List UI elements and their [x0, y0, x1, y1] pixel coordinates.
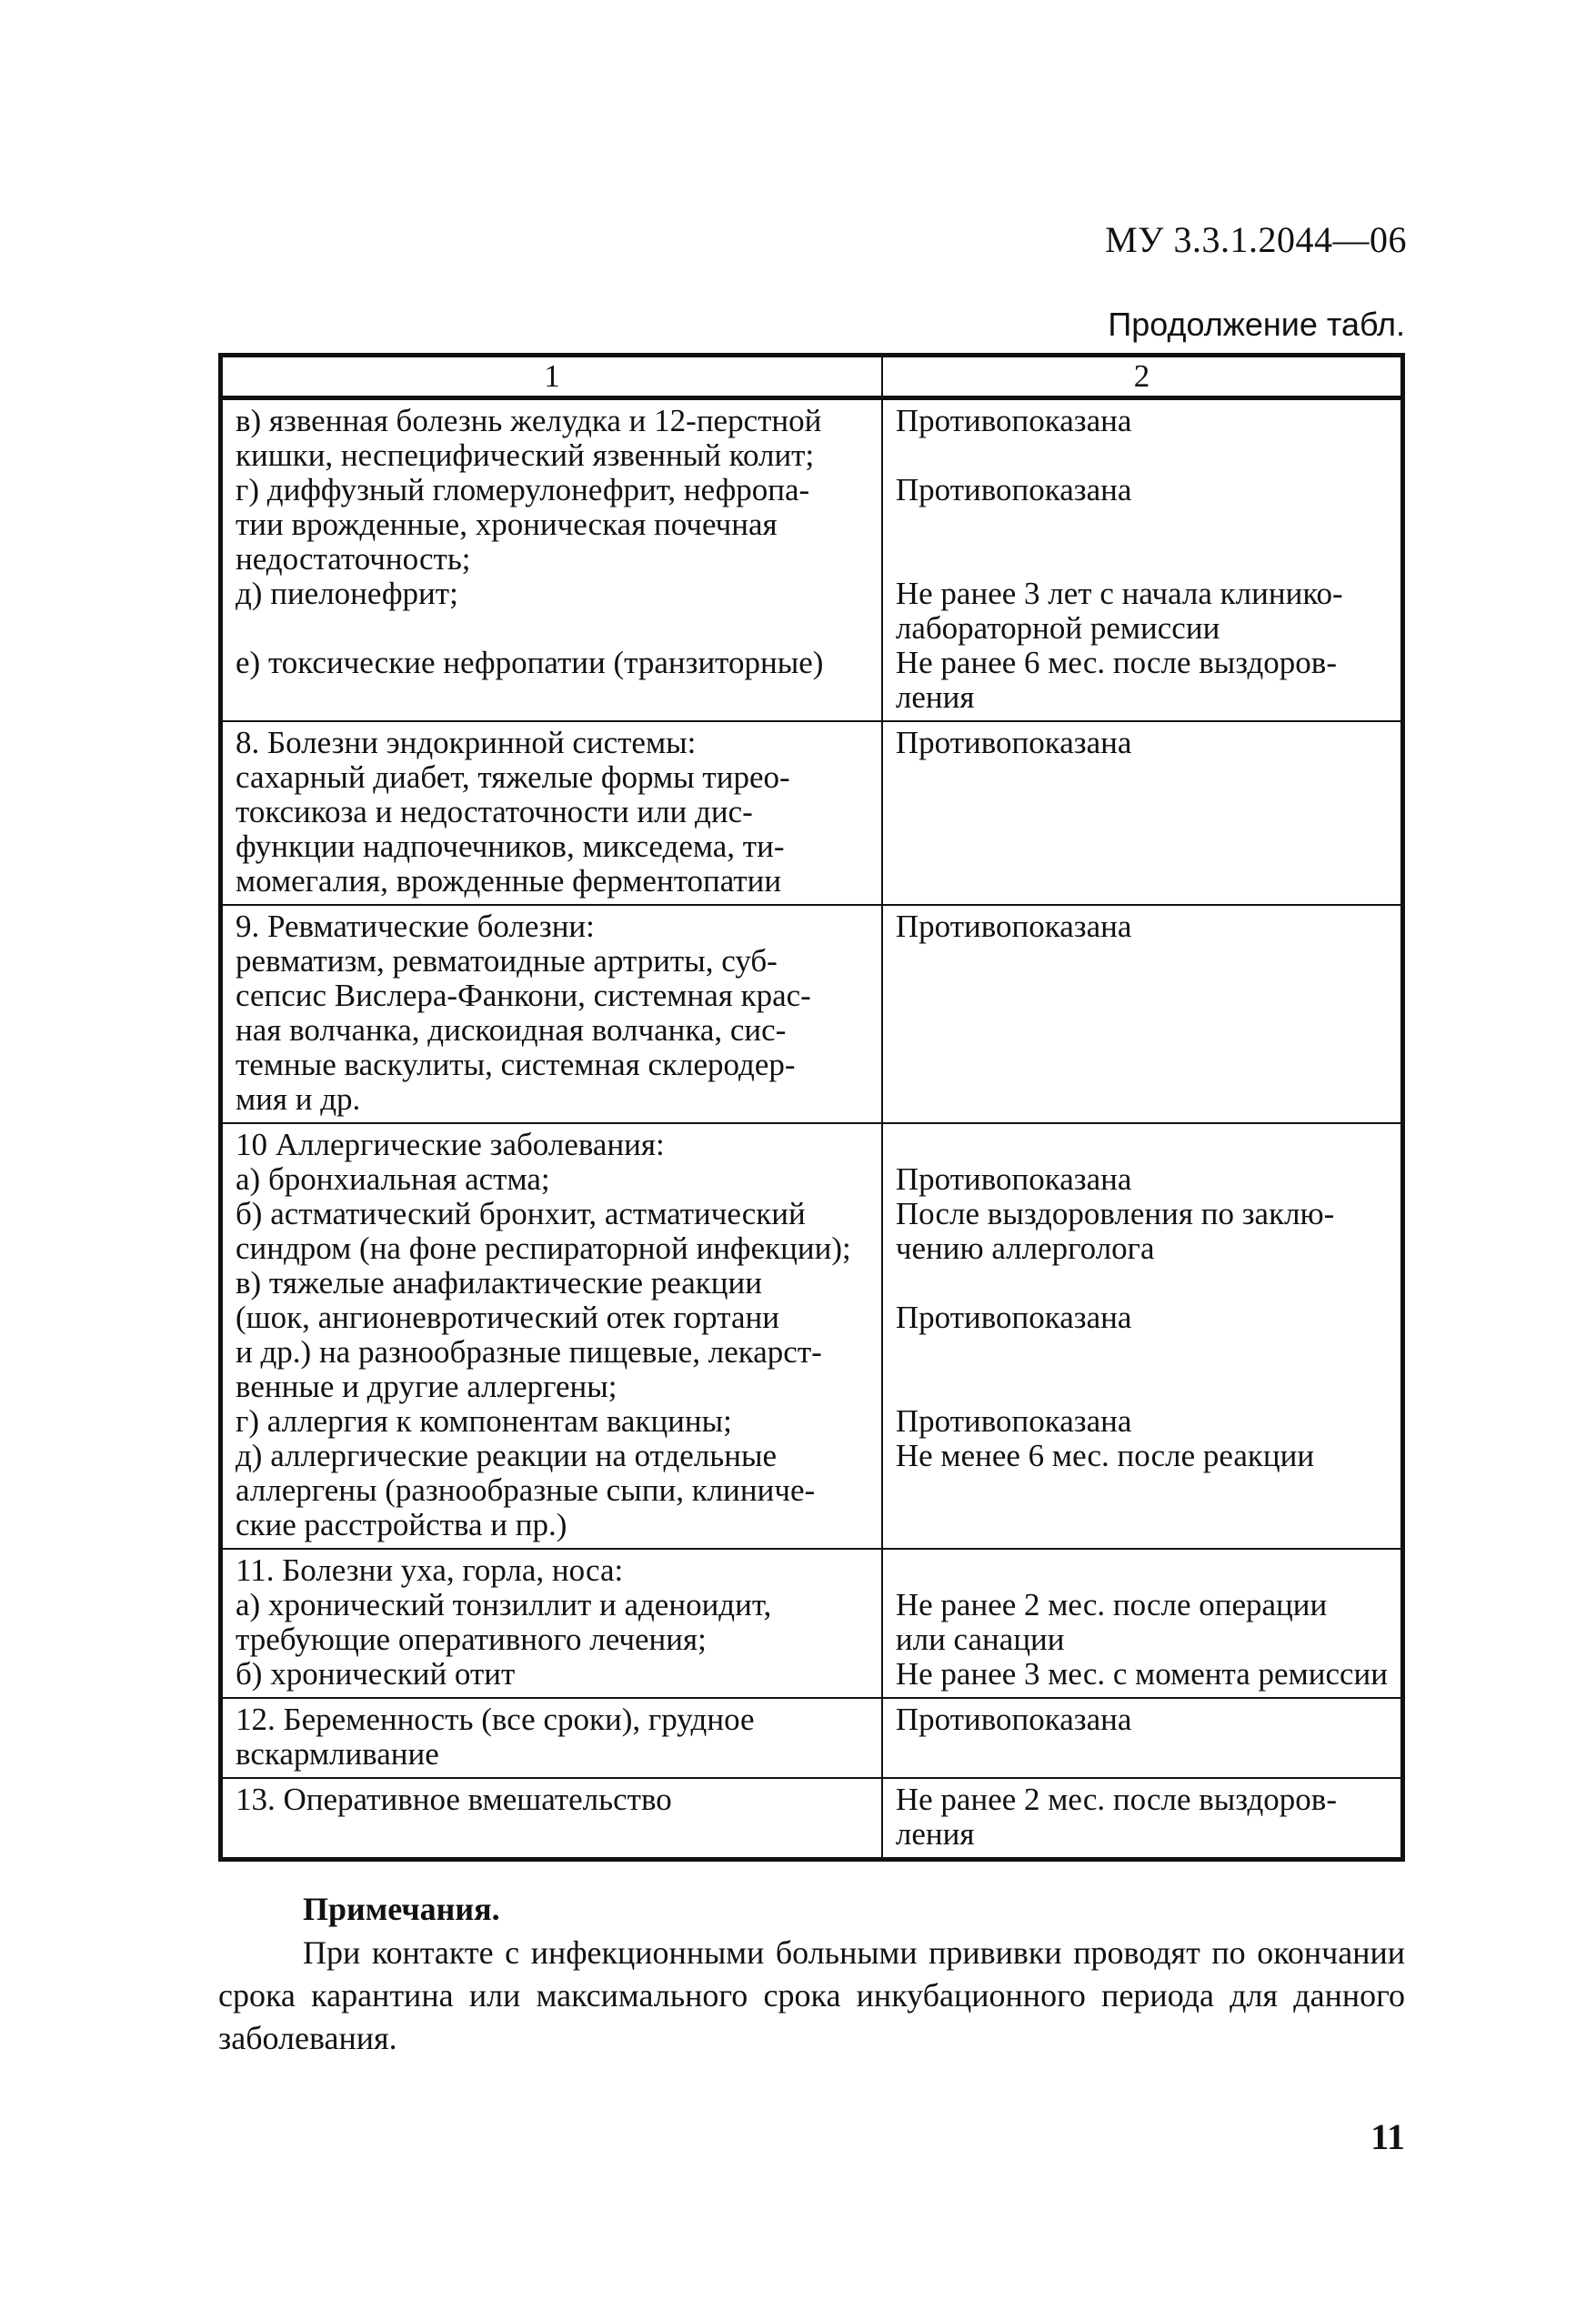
- cell-line: сепсис Вислера-Фанкони, системная крас-: [236, 978, 811, 1013]
- table-row: [221, 1698, 1403, 1778]
- blank-line: [896, 507, 1388, 542]
- condition-cell: [221, 1698, 882, 1778]
- condition-cell: [221, 721, 882, 905]
- blank-line: [896, 1266, 1388, 1301]
- cell-line: Противопоказана: [895, 1300, 1132, 1335]
- condition-cell: [221, 1778, 882, 1860]
- cell-line: 9. Ревматические болезни:: [236, 909, 595, 944]
- blank-line: [896, 542, 1388, 577]
- recommendation-cell: [882, 721, 1403, 905]
- blank-line: [896, 1553, 1388, 1588]
- cell-line: Противопоказана: [895, 1702, 1132, 1737]
- cell-line: а) бронхиальная астма;: [236, 1161, 550, 1197]
- cell-line: сахарный диабет, тяжелые формы тирео-: [236, 759, 790, 795]
- cell-line: После выздоровления по заклю-: [895, 1196, 1335, 1231]
- table-row: [221, 1778, 1403, 1860]
- recommendation-cell: [882, 1698, 1403, 1778]
- table-continuation-label: Продолжение табл.: [1108, 306, 1405, 343]
- cell-line: Противопоказана: [895, 1403, 1132, 1439]
- table-row: [221, 398, 1403, 722]
- blank-line: [896, 1370, 1388, 1404]
- cell-line: ские расстройства и пр.): [236, 1507, 567, 1542]
- cell-line: 12. Беременность (все сроки), грудное: [236, 1702, 755, 1737]
- cell-line: 8. Болезни эндокринной системы:: [236, 725, 697, 760]
- recommendation-cell: [882, 905, 1403, 1123]
- cell-line: Не ранее 3 лет с начала клинико-: [895, 576, 1343, 611]
- cell-line: Противопоказана: [895, 403, 1132, 438]
- cell-line: Не менее 6 мес. после реакции: [895, 1438, 1315, 1473]
- recommendation-cell: [882, 1778, 1403, 1860]
- cell-line: мия и др.: [236, 1081, 361, 1117]
- cell-line: венные и другие аллергены;: [236, 1369, 617, 1404]
- notes-text: [218, 1932, 1405, 2060]
- cell-line: а) хронический тонзиллит и аденоидит,: [236, 1587, 772, 1622]
- column-header-2: 2: [882, 356, 1403, 398]
- cell-line: Противопоказана: [895, 909, 1132, 944]
- blank-line: [896, 1335, 1388, 1370]
- cell-line: е) токсические нефропатии (транзиторные): [236, 645, 824, 680]
- cell-line: требующие оперативного лечения;: [236, 1622, 707, 1657]
- condition-cell: [221, 398, 882, 722]
- cell-line: Противопоказана: [895, 725, 1132, 760]
- cell-line: Противопоказана: [895, 472, 1132, 507]
- table-row: [221, 1549, 1403, 1698]
- cell-line: темные васкулиты, системная склеродер-: [236, 1047, 796, 1082]
- cell-line: в) язвенная болезнь желудка и 12-перстной: [236, 403, 822, 438]
- cell-line: вскармливание: [236, 1736, 439, 1772]
- cell-line: (шок, ангионевротический отек гортани: [236, 1300, 779, 1335]
- cell-line: д) пиелонефрит;: [236, 576, 458, 611]
- cell-line: Не ранее 2 мес. после операции: [895, 1587, 1328, 1622]
- cell-line: ления: [895, 679, 975, 715]
- cell-line: ления: [895, 1816, 975, 1852]
- cell-line: Не ранее 2 мес. после выздоров-: [895, 1782, 1337, 1817]
- notes-title: Примечания.: [303, 1891, 500, 1927]
- cell-line: функции надпочечников, микседема, ти-: [236, 829, 785, 864]
- recommendation-cell: [882, 398, 1403, 722]
- cell-line: синдром (на фоне респираторной инфекции);: [236, 1230, 851, 1266]
- contraindications-table: [218, 353, 1405, 1862]
- condition-cell: [221, 1549, 882, 1698]
- blank-line: [236, 611, 868, 646]
- cell-line: кишки, неспецифический язвенный колит;: [236, 437, 815, 473]
- cell-line: недостаточность;: [236, 541, 471, 577]
- blank-line: [896, 438, 1388, 473]
- notes-body: При контакте с инфекционными больными прививки проводят по окончании срока карантина или максимального срока инкубационного периода для данного заболевания.: [218, 1934, 1405, 2056]
- cell-line: момегалия, врожденные ферментопатии: [236, 863, 782, 899]
- table-header-row: [221, 356, 1403, 398]
- page-number: 11: [1370, 2116, 1405, 2157]
- cell-line: б) астматический бронхит, астматический: [236, 1196, 806, 1231]
- condition-cell: [221, 905, 882, 1123]
- table-row: [221, 1123, 1403, 1549]
- cell-line: 11. Болезни уха, горла, носа:: [236, 1552, 624, 1588]
- cell-line: г) аллергия к компонентам вакцины;: [236, 1403, 732, 1439]
- cell-line: и др.) на разнообразные пищевые, лекарст-: [236, 1334, 822, 1370]
- cell-line: Не ранее 6 мес. после выздоров-: [895, 645, 1337, 680]
- recommendation-cell: [882, 1549, 1403, 1698]
- cell-line: б) хронический отит: [236, 1656, 516, 1692]
- cell-line: лабораторной ремиссии: [895, 610, 1220, 646]
- cell-line: токсикоза и недостаточности или дис-: [236, 794, 753, 829]
- blank-line: [896, 1128, 1388, 1162]
- cell-line: тии врожденные, хроническая почечная: [236, 507, 778, 542]
- cell-line: д) аллергические реакции на отдельные: [236, 1438, 778, 1473]
- cell-line: чению аллерголога: [895, 1230, 1155, 1266]
- table-row: [221, 905, 1403, 1123]
- cell-line: 10 Аллергические заболевания:: [236, 1127, 665, 1162]
- cell-line: ревматизм, ревматоидные артриты, суб-: [236, 943, 778, 979]
- cell-line: 13. Оперативное вмешательство: [236, 1782, 672, 1817]
- cell-line: г) диффузный гломерулонефрит, нефропа-: [236, 472, 810, 507]
- condition-cell: [221, 1123, 882, 1549]
- cell-line: или санации: [895, 1622, 1065, 1657]
- column-header-1: 1: [221, 356, 882, 398]
- recommendation-cell: [882, 1123, 1403, 1549]
- cell-line: аллергены (разнообразные сыпи, клиниче-: [236, 1472, 816, 1508]
- cell-line: Не ранее 3 мес. с момента ремиссии: [895, 1656, 1388, 1692]
- cell-line: в) тяжелые анафилактические реакции: [236, 1265, 762, 1301]
- cell-line: ная волчанка, дискоидная волчанка, сис-: [236, 1012, 787, 1048]
- table-row: [221, 721, 1403, 905]
- document-code: МУ 3.3.1.2044—06: [1105, 219, 1407, 260]
- cell-line: Противопоказана: [895, 1161, 1132, 1197]
